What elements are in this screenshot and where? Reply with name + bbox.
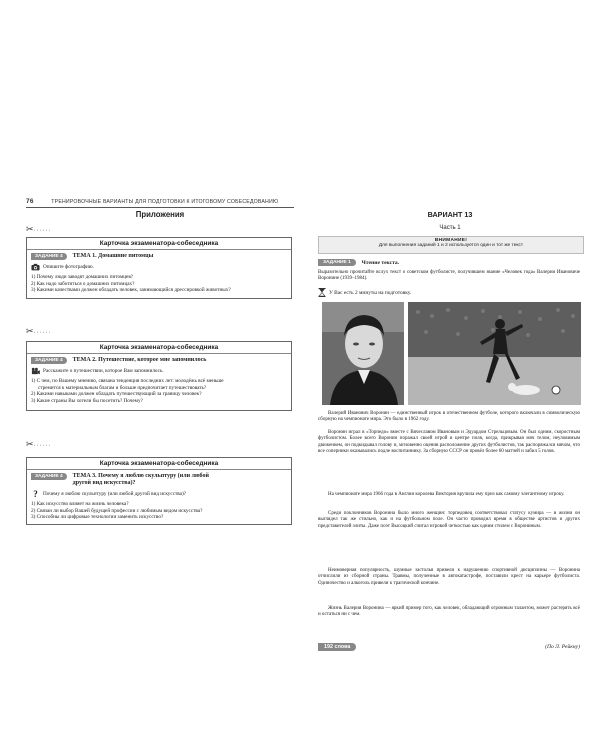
right-page (300, 0, 600, 750)
instruction-text: Почему я люблю скульптуру (или любой другой вид искусства)? (43, 491, 186, 497)
part-title: Часть 1 (439, 225, 461, 231)
portrait-photo (322, 302, 404, 405)
card-topic: ТЕМА 2. Путешествие, которое мне запомнилось (72, 357, 207, 363)
task-title: Чтение текста. (361, 259, 400, 266)
question-list (27, 272, 291, 297)
scissors-icon: ✂ (26, 326, 34, 336)
attention-box (318, 236, 584, 254)
question-item: 3) Какие страны Вы хотели бы посетить? Почему? (31, 397, 143, 404)
question-item: 1) Как искусство влияет на жизнь человека? (31, 501, 129, 507)
card-instruction (27, 262, 291, 272)
instruction-text: Расскажите о путешествии, которое Вам запомнилось. (43, 368, 164, 374)
match-photo (408, 302, 581, 405)
question-item: 2) Какими навыками должен обладать путешествующий за границу человек? (31, 391, 202, 398)
question-item: 2) Как надо заботиться о домашних питомцах? (31, 280, 135, 287)
question-item: 1) Почему люди заводят домашних питомцев? (31, 274, 134, 280)
card-title: Карточка экзаменатора-собеседника (27, 238, 291, 250)
cut-line: ✂······ (26, 439, 52, 449)
card-topic: ТЕМА 1. Домашние питомцы (72, 253, 154, 259)
running-head (26, 198, 294, 208)
task-tag: ЗАДАНИЕ 4 (31, 253, 67, 260)
attention-title: ВНИМАНИЕ! (434, 238, 468, 243)
variant-title: ВАРИАНТ 13 (427, 210, 473, 219)
examiner-card (26, 341, 292, 411)
question-item: 3) Способны ли цифровые технологии заменить искусство? (31, 514, 164, 521)
text-paragraph: На чемпионате мира 1966 года в Англии королева Виктория вручила ему приз как самому элегантному игроку. (328, 492, 565, 497)
card-instruction (27, 489, 291, 499)
question-list (27, 499, 291, 524)
question-item: 2) Связан ли выбор Вашей будущей профессии с любимым видом искусства? (31, 507, 203, 514)
scissors-icon: ✂ (26, 224, 34, 234)
text-paragraph: Воронин играл в «Торпедо» вместе с Вячеславом Ивановым и Эдуардом Стрельцовым. Он был одним, скоростным футболистом. Более всего Воронин поражал своей игрой в центре поля, когда, прикрывая мяч телом, неуловимым движением, он подкидывал голову и, мгновенно оценив расположение других футболистов, так распоряжался мячом, что все соперники оказывались подле воспитаннику. За сборную СССР он провёл более 60 матчей и забил 5 голов. (318, 430, 580, 454)
prep-time-text: У Вас есть 2 минуты на подготовку. (329, 289, 412, 296)
card-title: Карточка экзаменатора-собеседника (27, 342, 291, 354)
word-count-badge: 192 слова (318, 643, 356, 651)
scissors-icon: ✂ (26, 439, 34, 449)
task-heading (318, 259, 399, 266)
card-title: Карточка экзаменатора-собеседника (27, 458, 291, 470)
task-tag: ЗАДАНИЕ 4 (31, 357, 67, 364)
attention-text: Для выполнения заданий 1 и 2 используется один и тот же текст (378, 243, 524, 248)
question-item: 1) С чем, по Вашему мнению, связана тенденция последних лет: молодёжь всё меньше (31, 378, 224, 384)
card-topic: ТЕМА 3. Почему я люблю скульптуру (или любой другой вид искусства)? (72, 473, 209, 486)
hourglass-icon (318, 288, 326, 297)
cut-line: ✂······ (26, 326, 52, 336)
source-author: (По Л. Рейкну) (545, 644, 580, 650)
task-tag: ЗАДАНИЕ 4 (31, 473, 67, 480)
question-item: 3) Какими качествами должен обладать человек, занимающийся дрессировкой животных? (31, 287, 231, 294)
task-tag: ЗАДАНИЕ 1 (318, 259, 356, 266)
examiner-card (26, 237, 292, 299)
examiner-card (26, 457, 292, 525)
text-paragraph: Валерий Иванович Воронин — единственный игрок в отечественном футболе, которого включали в символическую сборную на чемпионате мира. Это было в 1962 году. (318, 411, 580, 423)
prep-time (318, 288, 411, 297)
camera-icon (31, 263, 40, 271)
question-list (27, 376, 291, 407)
cut-line: ✂······ (26, 224, 52, 234)
question-icon: ? (33, 489, 38, 499)
running-head-text: ТРЕНИРОВОЧНЫЕ ВАРИАНТЫ ДЛЯ ПОДГОТОВКИ К ИТОГОВОМУ СОБЕСЕДОВАНИЮ (51, 199, 279, 205)
instruction-text: Опишите фотографию. (43, 264, 94, 270)
page-number: 76 (26, 198, 34, 205)
text-paragraph: Жизнь Валерия Воронина — яркий пример того, как человек, обладающий огромным талантом, может растерять всё и остаться ни с чем. (318, 606, 580, 618)
card-instruction (27, 366, 291, 376)
text-paragraph: Среди поклонников Воронина было много женщин: торпедовец соответствовал статусу кумира — в жизни он выглядел так же стильно, как и на футбольном поле. Он часто проводил время в обществе артистов и других представителей элиты. Даже поэт Высоцкий считал игровой четкостью как одним стилем с Ворониным. (318, 511, 580, 529)
question-item: стремится к материальным благам и больше предпочитает путешествовать? (38, 384, 207, 391)
task-instruction: Выразительно прочитайте вслух текст о советском футболисте, получившем звание «Человек года» Валерии Ивановиче Воронине (1939–1984). (318, 270, 580, 282)
film-camera-icon (31, 367, 40, 375)
section-title: Приложения (135, 210, 185, 219)
text-paragraph: Неимоверная популярность, шумные застолья привели к нарушению спортивной дисциплины — Воронина отчислили из сборной страны. Травмы, полученные в автокатастрофе, поставили крест на карьере футболиста. Одиночество и алкоголь привели к трагической кончине. (318, 568, 580, 586)
